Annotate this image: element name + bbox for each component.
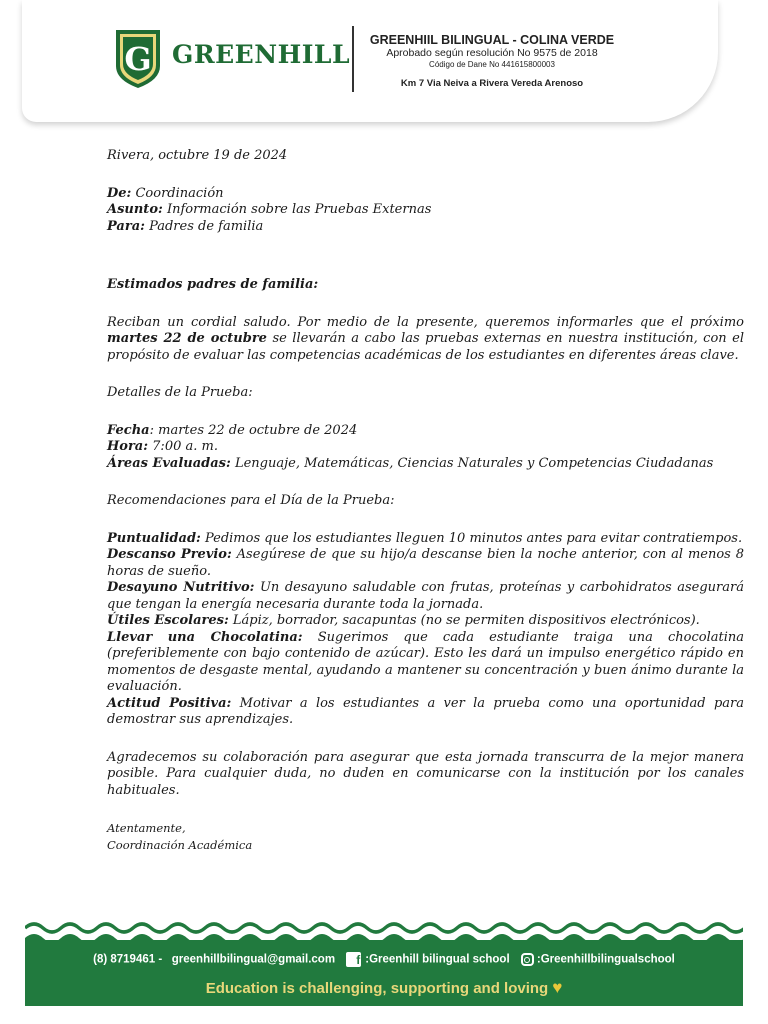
school-dane-code: Código de Dane No 441615800003 xyxy=(429,60,555,69)
school-address: Km 7 Via Neiva a Rivera Vereda Arenoso xyxy=(400,78,584,89)
logo-wordmark: GREENHILL xyxy=(172,40,351,69)
school-resolution: Aprobado según resolución No 9575 de 2018 xyxy=(386,47,598,59)
rec-chocolate: Llevar una Chocolatina: Sugerimos que cada estudiante traiga una chocolatina (preferiblemente con bajo contenido de azúcar). Esto les dará un impulso energético rápido en momentos de desgaste mental, ayudando a mantener su concentración y buen ánimo durante la evaluación. xyxy=(107,629,745,694)
contact-row xyxy=(25,952,743,967)
footer-phone: (8) 8719461 - xyxy=(93,953,163,966)
rec-breakfast: Desayuno Nutritivo: Un desayuno saludable con frutas, proteínas y carbohidratos asegurará que tengan la energía necesaria durante toda la jornada. xyxy=(107,580,744,612)
recommendations-heading: Recomendaciones para el Día de la Prueba: xyxy=(107,493,395,508)
footer-band xyxy=(25,940,743,1006)
footer-slogan: Education is challenging, supporting and loving ♥ xyxy=(205,978,563,997)
rec-rest: Descanso Previo: Asegúrese de que su hijo/a descanse bien la noche anterior, con al menos 8 horas de sueño. xyxy=(107,547,744,579)
greenhill-shield-logo xyxy=(114,26,162,90)
heart-icon: ♥ xyxy=(552,978,563,997)
letter-recipient: Para: Padres de familia xyxy=(107,218,264,234)
school-info xyxy=(362,33,622,90)
instagram-icon xyxy=(521,953,534,966)
rec-punctuality: Puntualidad: Pedimos que los estudiantes lleguen 10 minutos antes para evitar contratiempos. xyxy=(107,530,743,546)
rec-attitude: Actitud Positiva: Motivar a los estudiantes a ver la prueba como una oportunidad para demostrar sus aprendizajes. xyxy=(107,695,744,727)
details-heading: Detalles de la Prueba: xyxy=(107,385,253,400)
school-name: GREENHIIL BILINGUAL - COLINA VERDE xyxy=(369,33,615,47)
facebook-icon: f xyxy=(346,952,361,967)
signature: Coordinación Académica xyxy=(107,837,253,852)
sign-off: Atentamente, xyxy=(107,821,186,835)
detail-areas: Áreas Evaluadas: Lenguaje, Matemáticas, Ciencias Naturales y Competencias Ciudadanas xyxy=(107,455,714,471)
letter-date: Rivera, octubre 19 de 2024 xyxy=(107,148,288,163)
logo-letter: G xyxy=(124,40,152,78)
letter-intro: Reciban un cordial saludo. Por medio de la presente, queremos informarles que el próximo martes 22 de octubre se llevarán a cabo las pruebas externas en nuestra institución, con el propósito de evaluar las competencias académicas de los estudiantes en diferentes áreas clave. xyxy=(107,314,744,363)
footer-instagram[interactable]: :Greenhillbilingualschool xyxy=(536,953,675,966)
header-divider xyxy=(352,26,354,92)
rec-supplies: Útiles Escolares: Lápiz, borrador, sacapuntas (no se permiten dispositivos electrónicos). xyxy=(107,613,700,628)
letter-greeting: Estimados padres de familia: xyxy=(107,277,319,292)
letter-from: De: Coordinación xyxy=(107,185,224,201)
letter-subject: Asunto: Información sobre las Pruebas Externas xyxy=(107,202,432,217)
footer-facebook[interactable]: :Greenhill bilingual school xyxy=(365,953,510,966)
detail-date: Fecha: martes 22 de octubre de 2024 xyxy=(107,422,358,438)
letter-body xyxy=(107,148,744,853)
closing-paragraph: Agradecemos su colaboración para asegurar que esta jornada transcurra de la mejor manera posible. Para cualquier duda, no duden en comunicarse con la institución por los canales habituales. xyxy=(107,749,744,798)
footer-email[interactable]: greenhillbilingual@gmail.com xyxy=(171,953,336,966)
detail-time: Hora: 7:00 a. m. xyxy=(107,439,218,454)
